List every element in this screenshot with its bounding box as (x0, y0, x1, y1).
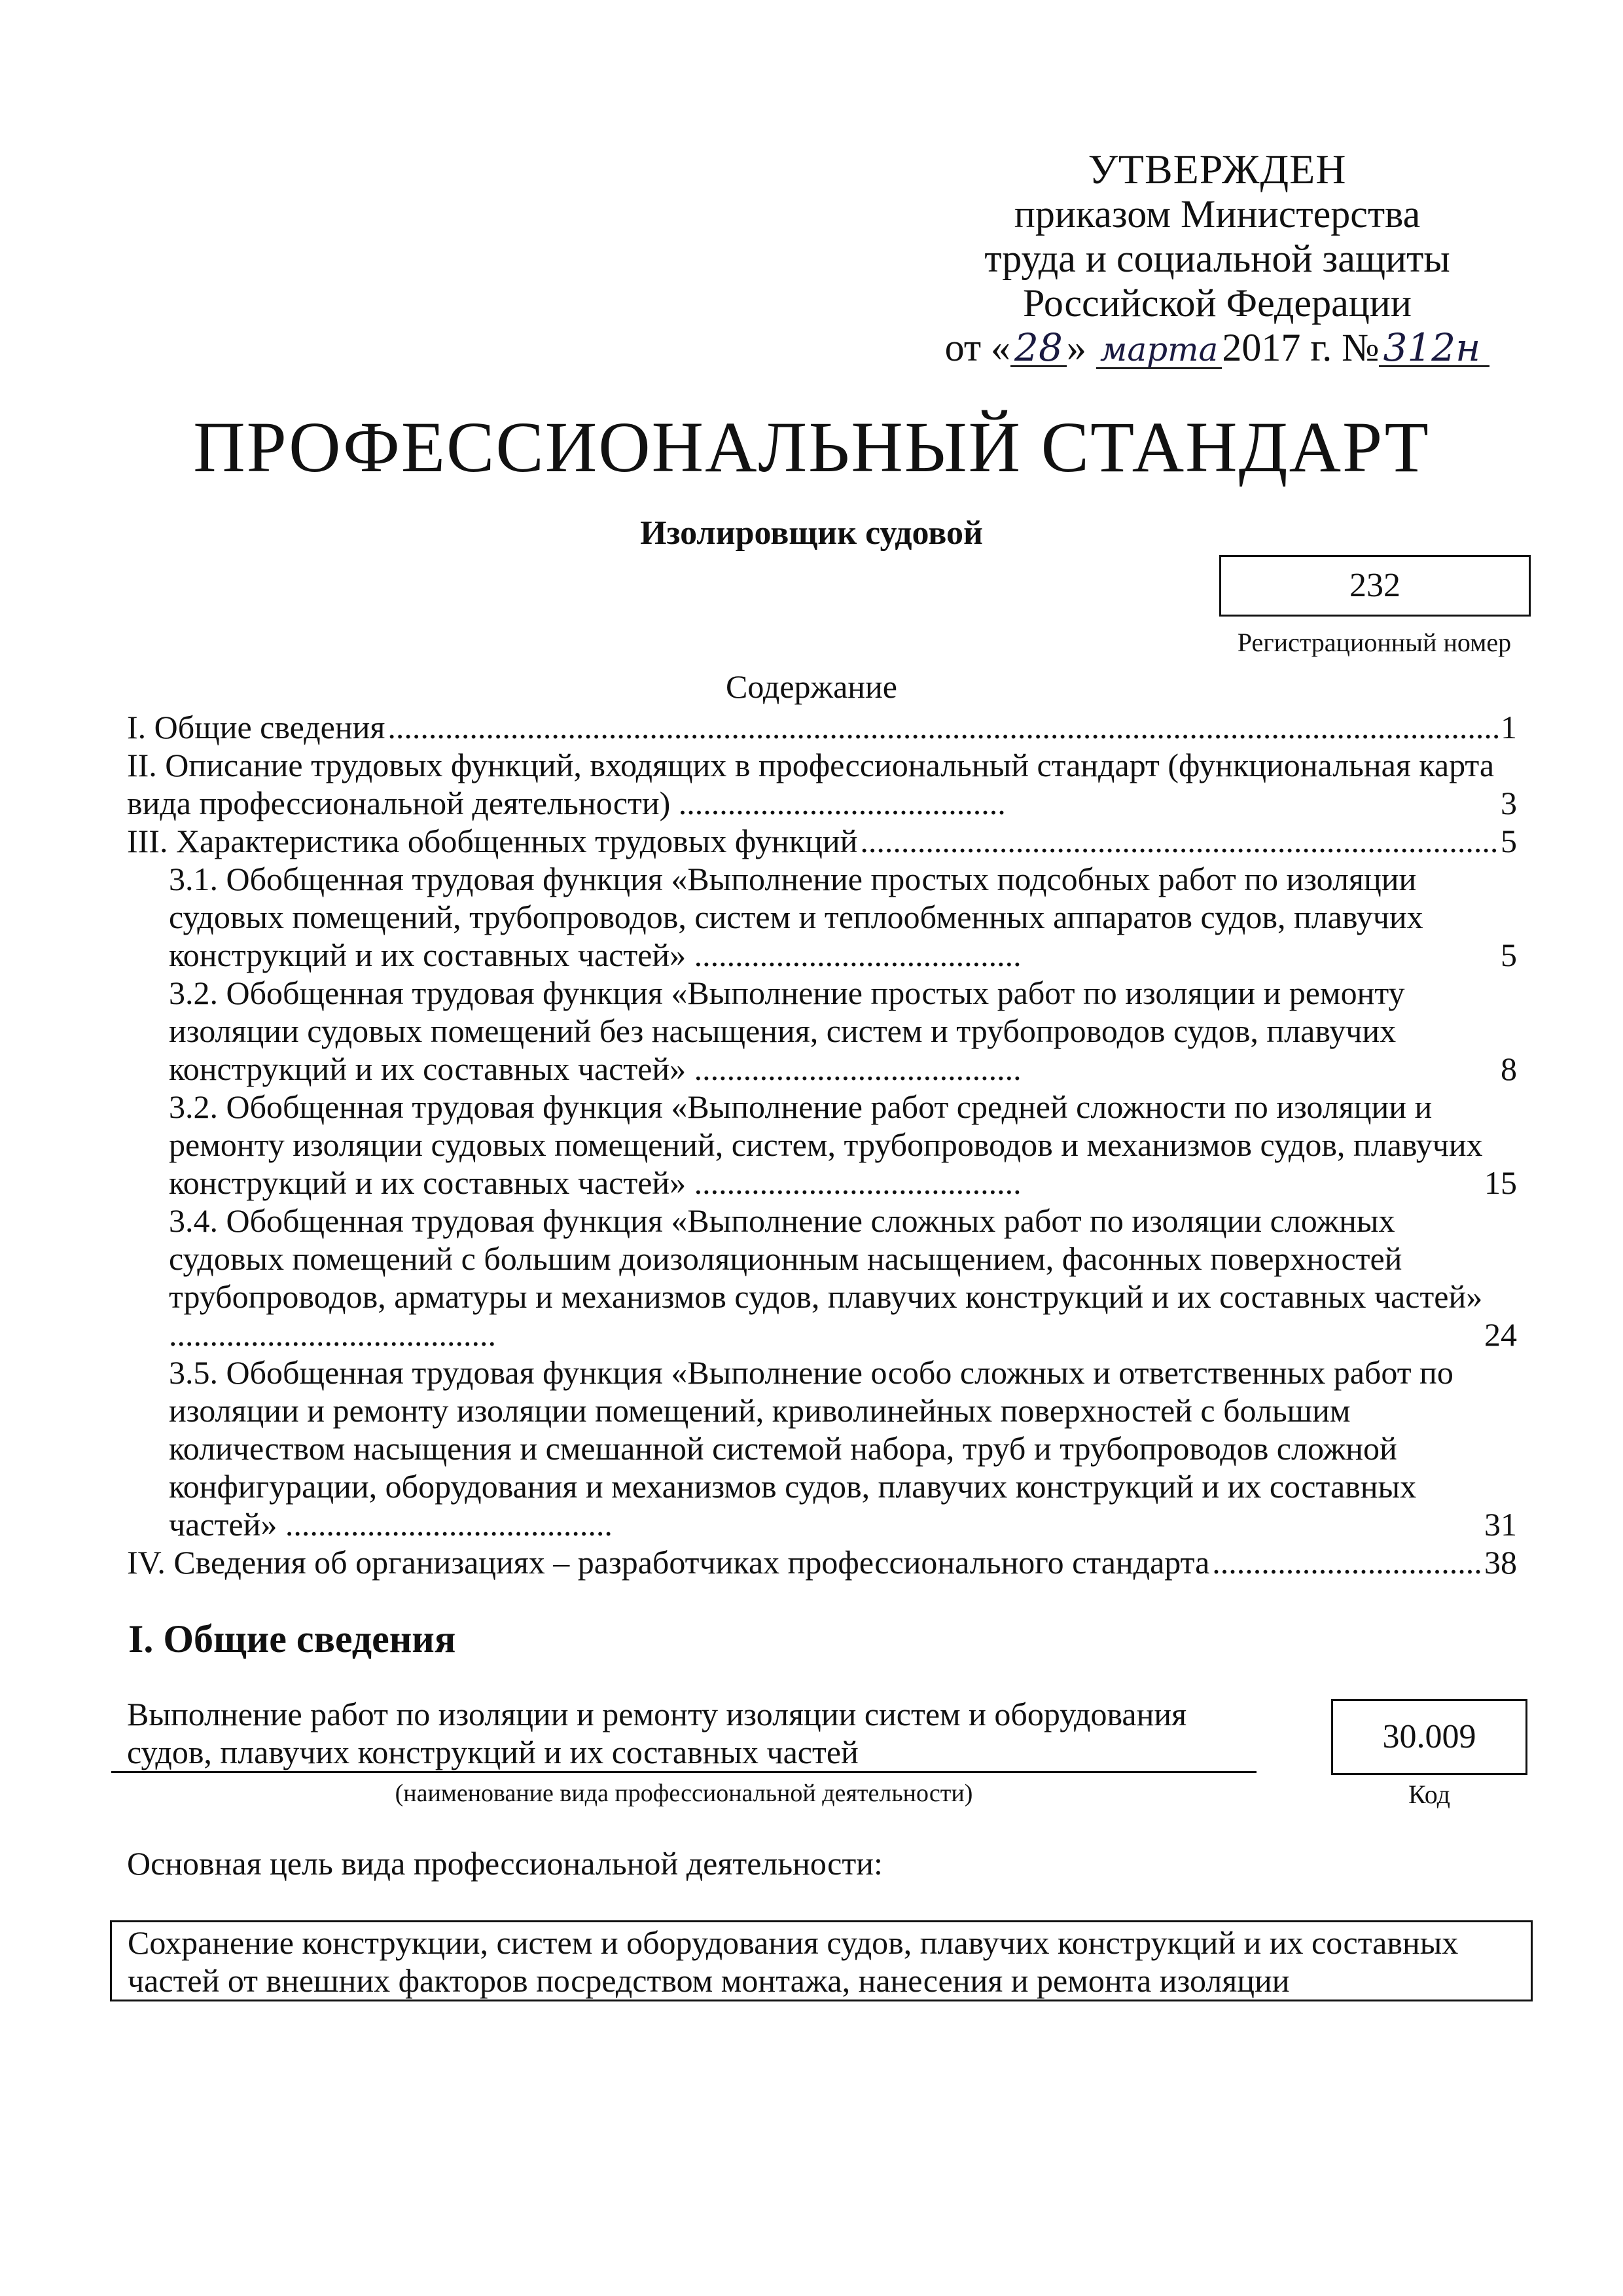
table-of-contents (127, 708, 1517, 1581)
toc-entry[interactable] (127, 974, 1517, 1088)
toc-page-number: 3 (1501, 785, 1517, 821)
document-title: ПРОФЕССИОНАЛЬНЫЙ СТАНДАРТ (193, 407, 1430, 487)
toc-leader-dots: ........................................ (686, 937, 1022, 973)
toc-entry-text: III. Характеристика обобщенных трудовых функций (127, 823, 858, 859)
date-day-handwritten: 28 (1010, 330, 1067, 367)
section-heading: I. Общие сведения (128, 1617, 456, 1660)
toc-page-number: 24 (1484, 1316, 1517, 1353)
date-prefix: от « (944, 326, 1011, 369)
toc-entry[interactable] (127, 822, 1517, 860)
toc-leader-dots: ........................................ (169, 1316, 496, 1353)
toc-leader-dots: ........................................ (670, 785, 1006, 821)
activity-code-box: 30.009 (1331, 1699, 1527, 1775)
toc-page-number: 1 (1501, 709, 1517, 745)
toc-entry[interactable] (127, 860, 1517, 974)
activity-underline (111, 1771, 1257, 1773)
toc-entry-text: 3.1. Обобщенная трудовая функция «Выполнение простых подсобных работ по изоляции судовых помещений, трубопроводов, систем и теплообменных аппаратов судов, плавучих конструкций и их составных частей» (169, 861, 1423, 973)
toc-page-number: 5 (1501, 823, 1517, 859)
date-month-handwritten: марта (1096, 332, 1222, 369)
registration-number-label: Регистрационный номер (1237, 628, 1512, 657)
profession-name: Изолировщик судовой (640, 514, 983, 552)
order-number-handwritten: 312н (1379, 330, 1489, 367)
toc-page-number: 5 (1501, 937, 1517, 973)
toc-page-number: 15 (1484, 1164, 1517, 1201)
toc-entry[interactable] (127, 1543, 1517, 1581)
toc-entry[interactable] (127, 1202, 1517, 1354)
activity-name: Выполнение работ по изоляции и ремонту изоляции систем и оборудования судов, плавучих конструкций и их составных частей (127, 1696, 1187, 1770)
approval-line: Российской Федерации (1022, 281, 1412, 325)
toc-entry-text: 3.5. Обобщенная трудовая функция «Выполнение особо сложных и ответственных работ по изоляции и ремонту изоляции помещений, криволинейных поверхностей с большим количеством насыщения и смешанной системой набора, труб и трубопроводов сложной конфигурации, оборудования и механизмов судов, плавучих конструкций и их составных частей» (169, 1354, 1454, 1543)
date-mid: » (1066, 326, 1096, 369)
toc-entry-text: 3.4. Обобщенная трудовая функция «Выполнение сложных работ по изоляции сложных судовых помещений с большим доизоляционным насыщением, фасонных поверхностей трубопроводов, арматуры и механизмов судов, плавучих конструкций и их составных частей» (169, 1202, 1483, 1315)
toc-leader-dots: ........................................ (686, 1050, 1022, 1087)
registration-number-box: 232 (1219, 555, 1531, 617)
goal-box (110, 1920, 1533, 2001)
toc-entry-text: II. Описание трудовых функций, входящих в профессиональный стандарт (функциональная карта вида профессиональной деятельности) (127, 747, 1495, 821)
approval-stamp (936, 147, 1499, 370)
toc-entry[interactable] (127, 746, 1517, 822)
toc-page-number: 38 (1484, 1544, 1517, 1581)
date-year: 2017 г. № (1222, 326, 1380, 369)
toc-entry-text: 3.2. Обобщенная трудовая функция «Выполнение простых работ по изоляции и ремонту изоляции судовых помещений без насыщения, систем и трубопроводов судов, плавучих конструкций и их составных частей» (169, 975, 1405, 1087)
goal-text: Сохранение конструкции, систем и оборудования судов, плавучих конструкций и их составных частей от внешних факторов посредством монтажа, нанесения и ремонта изоляции (128, 1924, 1459, 1999)
approval-date-line (936, 325, 1499, 370)
toc-entry[interactable] (127, 1088, 1517, 1202)
toc-page-number: 31 (1484, 1506, 1517, 1543)
toc-entry-text: I. Общие сведения (127, 709, 385, 745)
toc-entry[interactable] (127, 708, 1517, 746)
toc-heading: Содержание (726, 668, 897, 705)
activity-code-label: Код (1408, 1780, 1450, 1809)
toc-entry[interactable] (127, 1354, 1517, 1543)
toc-leader-dots: ........................................ (686, 1164, 1022, 1201)
approval-line: приказом Министерства (1014, 192, 1421, 236)
approval-line: труда и социальной защиты (984, 237, 1450, 280)
toc-entry-text: 3.2. Обобщенная трудовая функция «Выполнение работ средней сложности по изоляции и ремонту изоляции судовых помещений, систем, трубопроводов и механизмов судов, плавучих конструкций и их составных частей» (169, 1088, 1483, 1201)
approval-heading: УТВЕРЖДЕН (1088, 146, 1347, 192)
activity-caption: (наименование вида профессиональной деятельности) (395, 1780, 973, 1807)
toc-entry-text: IV. Сведения об организациях – разработчиках профессионального стандарта (127, 1544, 1210, 1581)
toc-leader-dots: ........................................ (277, 1506, 613, 1543)
toc-page-number: 8 (1501, 1050, 1517, 1087)
goal-label: Основная цель вида профессиональной деятельности: (127, 1845, 883, 1882)
